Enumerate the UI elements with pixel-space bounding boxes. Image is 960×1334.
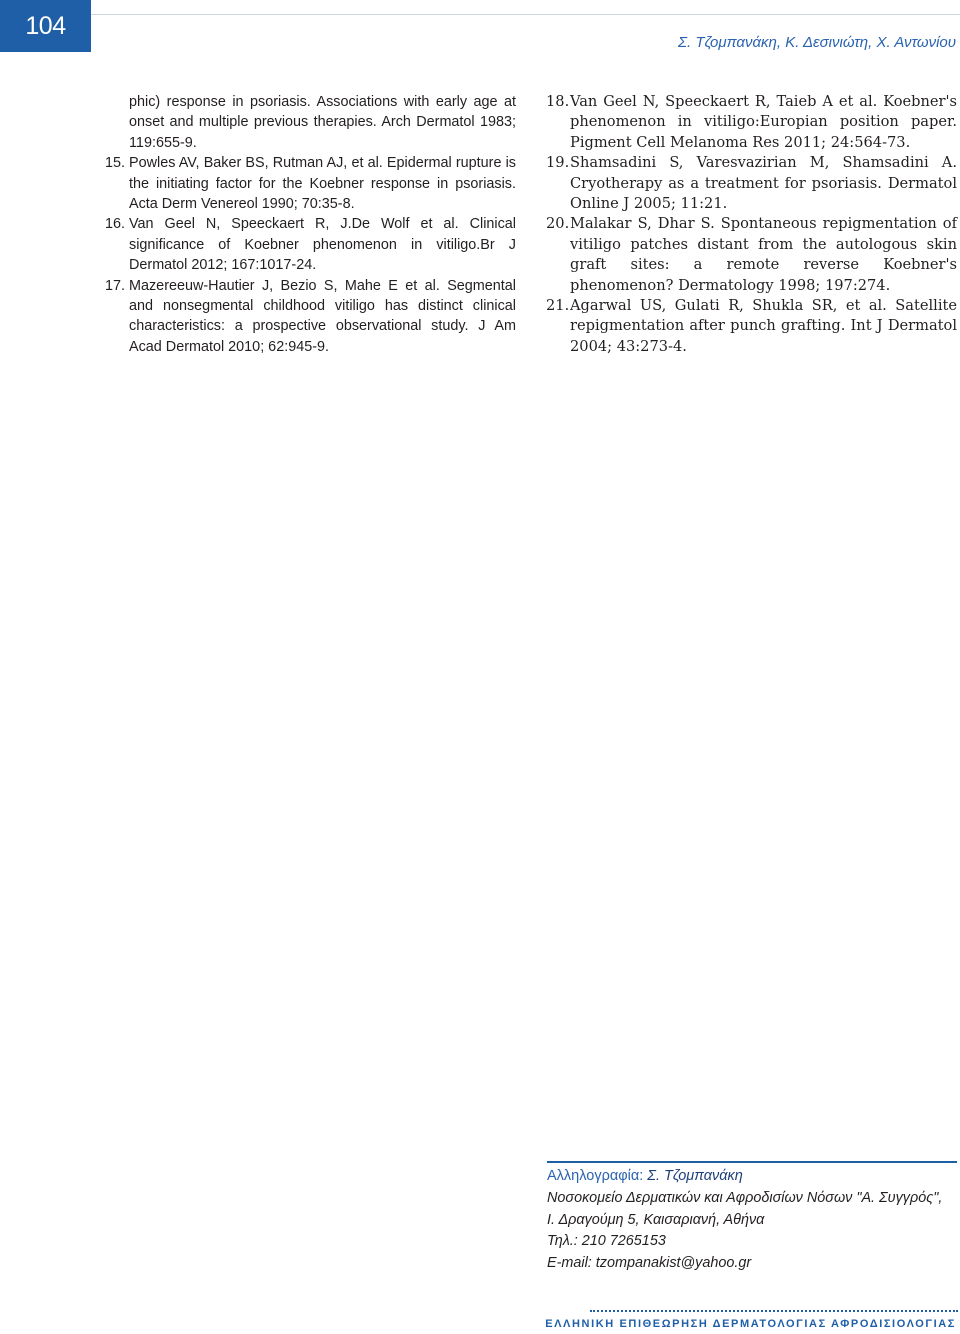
correspondence-address-line: Ι. Δραγούμη 5, Καισαριανή, Αθήνα (547, 1211, 765, 1228)
footer-dotted-rule (590, 1310, 958, 1312)
reference-number: 16. (105, 216, 126, 233)
reference-text: Van Geel N, Speeckaert R, J.De Wolf et al. Clinical significance of Koebner phenomenon in vitiligo.Br J Dermatol 2012; 167:1017-24. (129, 216, 516, 274)
correspondence-heading (547, 1161, 957, 1184)
reference-item (546, 153, 957, 214)
reference-text: Powles AV, Baker BS, Rutman AJ, et al. Epidermal rupture is the initiating factor for the Koebner response in psoriasis. Acta Derm Venereol 1990; 70:35-8. (129, 155, 516, 213)
reference-item (105, 276, 516, 358)
reference-number: 17. (105, 277, 126, 294)
reference-text: Shamsadini S, Varesvazirian M, Shamsadini A. Cryotherapy as a treatment for psoriasis. Dermatol Online J 2005; 11:21. (570, 154, 957, 213)
reference-number: 21. (546, 297, 570, 315)
reference-text: Agarwal US, Gulati R, Shukla SR, et al. Satellite repigmentation after punch grafting. Int J Dermatol 2004; 43:273-4. (570, 297, 957, 355)
running-header-authors: Σ. Τζομπανάκη, Κ. Δεσινιώτη, Χ. Αντωνίου (678, 34, 956, 51)
reference-item (546, 296, 957, 357)
references-left-column (105, 92, 516, 357)
reference-number: 20. (546, 215, 570, 233)
correspondence-address-line: Νοσοκομείο Δερματικών και Αφροδισίων Νόσων "Α. Συγγρός", (547, 1190, 943, 1206)
references-right-column (546, 92, 957, 357)
reference-item (105, 153, 516, 214)
correspondence-name: Σ. Τζομπανάκη (647, 1168, 743, 1184)
correspondence-label: Αλληλογραφία: (547, 1168, 644, 1184)
reference-number: 15. (105, 155, 126, 172)
reference-item (546, 214, 957, 296)
correspondence-email: E-mail: tzompanakist@yahoo.gr (547, 1254, 752, 1271)
reference-continuation: phic) response in psoriasis. Associations with early age at onset and multiple previous therapies. Arch Dermatol 1983; 119:655-9. (129, 94, 516, 151)
reference-number: 18. (546, 93, 570, 110)
header-rule (91, 0, 960, 15)
reference-item (105, 214, 516, 275)
footer-journal-title: ΕΛΛΗΝΙΚΗ ΕΠΙΘΕΩΡΗΣΗ ΔΕΡΜΑΤΟΛΟΓΙΑΣ ΑΦΡΟΔΙΣΙΟΛΟΓΙΑΣ (545, 1318, 956, 1330)
reference-text: Mazereeuw-Hautier J, Bezio S, Mahe E et al. Segmental and nonsegmental childhood vitiligo has distinct clinical characteristics: a prospective observational study. J Am Acad Dermatol 2010; 62:945-9. (129, 277, 516, 355)
correspondence-phone: Τηλ.: 210 7265153 (547, 1233, 666, 1249)
page-number: 104 (0, 0, 91, 52)
reference-item (546, 92, 957, 153)
correspondence-block (547, 1161, 957, 1274)
reference-text: Van Geel N, Speeckaert R, Taieb A et al. Koebner's phenomenon in vitiligo:Europian position paper. Pigment Cell Melanoma Res 2011; 24:564-73. (570, 93, 957, 151)
reference-number: 19. (546, 154, 570, 172)
reference-text: Malakar S, Dhar S. Spontaneous repigmentation of vitiligo patches distant from the autologous skin graft sites: a remote reverse Koebner's phenomenon? Dermatology 1998; 197:274. (570, 215, 957, 294)
